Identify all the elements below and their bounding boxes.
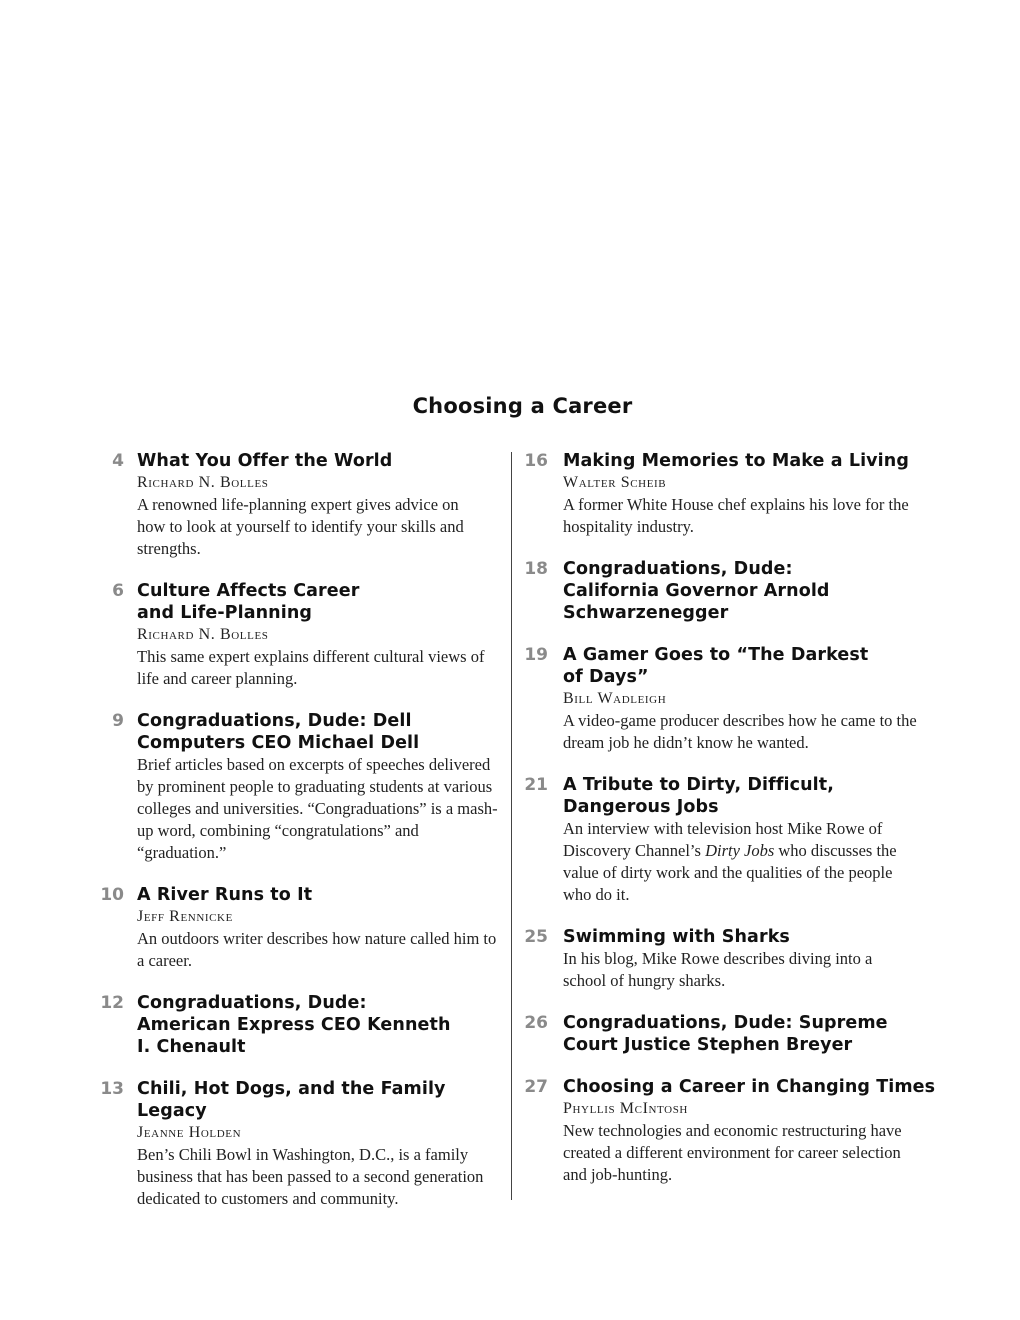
page-number: 6 — [112, 581, 124, 601]
entry-description: Ben’s Chili Bowl in Washington, D.C., is a family business that has been passed to a second generation dedicated to customers and community. — [137, 1145, 484, 1208]
entry-title[interactable]: Congraduations, Dude: California Governor Arnold Schwarzenegger — [563, 559, 830, 623]
section-title: Choosing a Career — [412, 394, 633, 418]
page-number: 4 — [112, 451, 124, 471]
page-number: 18 — [524, 559, 548, 579]
entry-description: A former White House chef explains his love for the hospitality industry. — [563, 495, 909, 536]
entry-title[interactable]: A River Runs to It — [137, 885, 313, 905]
entry-title[interactable]: What You Offer the World — [137, 451, 393, 471]
page-number: 9 — [112, 711, 124, 731]
page-number: 27 — [524, 1077, 548, 1097]
entry-title[interactable]: Chili, Hot Dogs, and the Family Legacy — [137, 1079, 446, 1121]
page-number: 21 — [524, 775, 548, 795]
entry-title[interactable]: Culture Affects Career and Life-Planning — [137, 581, 360, 623]
entry-title[interactable]: A Tribute to Dirty, Difficult, Dangerous Jobs — [563, 775, 834, 817]
entry-author: Bill Wadleigh — [563, 690, 667, 707]
toc-entry[interactable] — [522, 774, 942, 906]
toc-entry[interactable] — [96, 884, 506, 972]
entry-title[interactable]: Swimming with Sharks — [563, 927, 790, 947]
entry-description: A renowned life-planning expert gives advice on how to look at yourself to identify your skills and strengths. — [137, 495, 464, 558]
toc-column-right — [522, 450, 942, 1186]
toc-column-left — [96, 450, 506, 1210]
page-number: 13 — [100, 1079, 124, 1099]
page-number: 12 — [100, 993, 124, 1013]
toc-entry[interactable] — [522, 558, 942, 624]
page-number: 26 — [524, 1013, 548, 1033]
page-number: 16 — [524, 451, 548, 471]
entry-title[interactable]: A Gamer Goes to “The Darkest of Days” — [563, 645, 869, 687]
toc-entry[interactable] — [522, 926, 942, 992]
entry-description — [563, 818, 908, 906]
entry-title[interactable]: Congraduations, Dude: Supreme Court Justice Stephen Breyer — [563, 1013, 888, 1055]
entry-description: In his blog, Mike Rowe describes diving into a school of hungry sharks. — [563, 949, 873, 990]
toc-entry[interactable] — [96, 992, 506, 1058]
entry-title[interactable]: Congraduations, Dude: American Express CEO Kenneth I. Chenault — [137, 993, 451, 1057]
entry-title[interactable]: Choosing a Career in Changing Times — [563, 1077, 936, 1097]
entry-description: New technologies and economic restructuring have created a different environment for career selection and job-hunting. — [563, 1121, 902, 1184]
entry-author: Walter Scheib — [563, 474, 667, 491]
toc-entry[interactable] — [522, 1076, 942, 1186]
entry-description: Brief articles based on excerpts of speeches delivered by prominent people to graduating students at various colleges and universities. “Congraduations” is a mash-up word, combining “congratulations” and “graduation.” — [137, 755, 498, 862]
column-divider — [511, 452, 512, 1200]
page-number: 25 — [524, 927, 548, 947]
entry-description: An outdoors writer describes how nature called him to a career. — [137, 929, 497, 970]
toc-entry[interactable] — [522, 450, 942, 538]
entry-title[interactable]: Congraduations, Dude: Dell Computers CEO Michael Dell — [137, 711, 420, 753]
entry-description-text: who discusses the value of dirty work and the qualities of the people who do it. — [563, 841, 897, 904]
entry-author: Jeff Rennicke — [137, 908, 233, 925]
toc-entry[interactable] — [96, 1078, 506, 1210]
toc-entry[interactable] — [96, 580, 506, 690]
entry-author: Richard N. Bolles — [137, 626, 269, 643]
toc-entry[interactable] — [522, 1012, 942, 1056]
entry-author: Phyllis McIntosh — [563, 1100, 688, 1117]
entry-author: Jeanne Holden — [137, 1124, 242, 1141]
entry-description: This same expert explains different cultural views of life and career planning. — [137, 647, 485, 688]
entry-title[interactable]: Making Memories to Make a Living — [563, 451, 909, 471]
entry-description: A video-game producer describes how he came to the dream job he didn’t know he wanted. — [563, 711, 917, 752]
entry-description-text: An interview with television host Mike Rowe of Discovery Channel’s — [563, 819, 883, 860]
toc-entry[interactable] — [522, 644, 942, 754]
page-number: 10 — [100, 885, 124, 905]
entry-author: Richard N. Bolles — [137, 474, 269, 491]
page-number: 19 — [524, 645, 548, 665]
toc-entry[interactable] — [96, 450, 506, 560]
toc-entry[interactable] — [96, 710, 506, 864]
show-title-italic: Dirty Jobs — [705, 841, 775, 860]
